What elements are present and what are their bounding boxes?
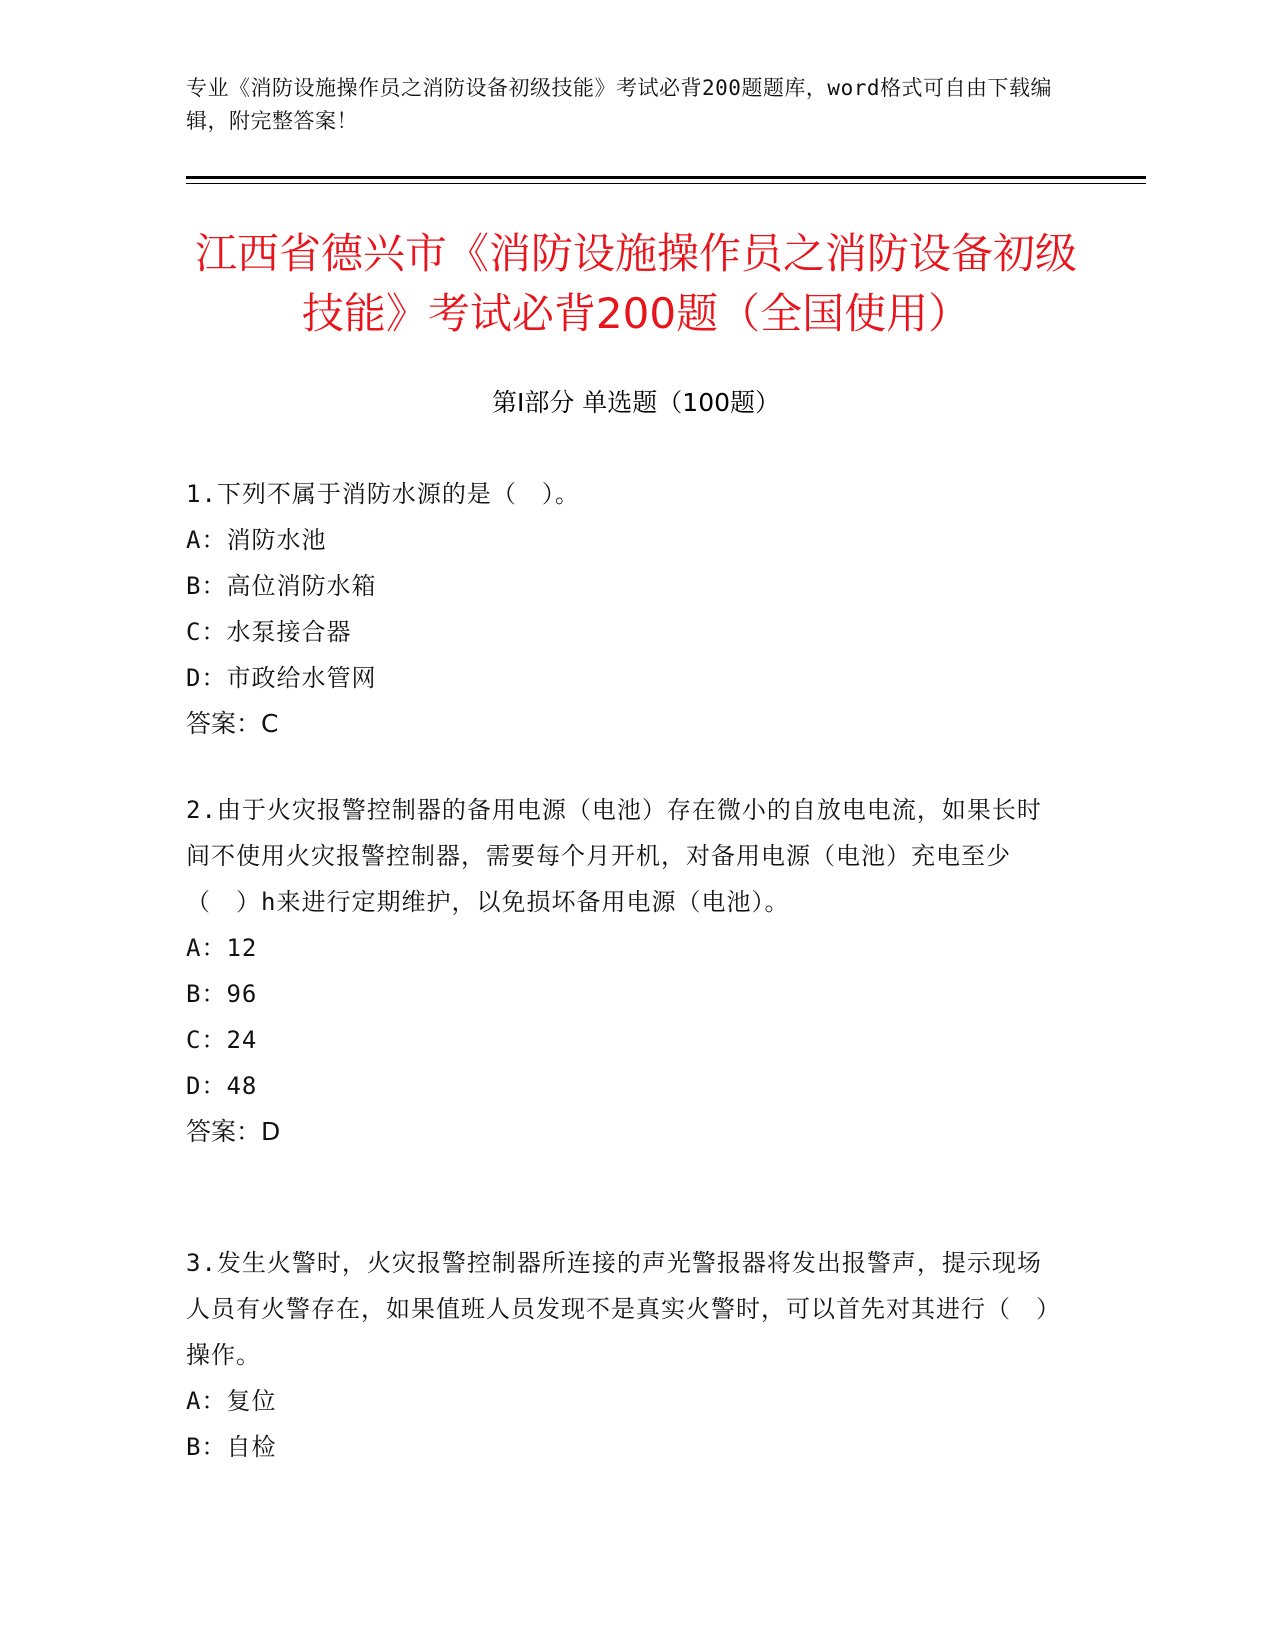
header-rule-thin	[186, 183, 1146, 184]
question-stem: 1.下列不属于消防水源的是（ ）。	[186, 480, 580, 508]
option-b: B：高位消防水箱	[186, 572, 377, 600]
option-c: C：水泵接合器	[186, 618, 352, 646]
header-note: 专业《消防设施操作员之消防设备初级技能》考试必背200题题库，word格式可自由下载编辑，附完整答案！	[186, 76, 1052, 133]
answer: 答案：C	[186, 709, 279, 738]
header-rule-thick	[186, 176, 1146, 179]
question-3	[186, 1240, 1056, 1470]
question-2	[186, 787, 1056, 1155]
question-stem: 2.由于火灾报警控制器的备用电源（电池）存在微小的自放电电流，如果长时间不使用火灾报警控制器，需要每个月开机，对备用电源（电池）充电至少（ ）h来进行定期维护，以免损坏备用电源（电池）。	[186, 796, 1042, 916]
option-a: A：复位	[186, 1387, 277, 1415]
question-stem: 3.发生火警时，火灾报警控制器所连接的声光警报器将发出报警声，提示现场人员有火警存在，如果值班人员发现不是真实火警时，可以首先对其进行（ ）操作。	[186, 1249, 1049, 1369]
answer: 答案：D	[186, 1117, 281, 1146]
option-c: C：24	[186, 1026, 258, 1054]
section-heading: 第Ⅰ部分 单选题（100题）	[491, 388, 781, 417]
question-1	[186, 471, 1056, 747]
option-a: A：12	[186, 934, 258, 962]
option-d: D：市政给水管网	[186, 664, 377, 692]
document-title: 江西省德兴市《消防设施操作员之消防设备初级技能》考试必背200题（全国使用）	[194, 229, 1077, 338]
option-b: B：96	[186, 980, 258, 1008]
option-a: A：消防水池	[186, 526, 327, 554]
option-b: B：自检	[186, 1433, 277, 1461]
option-d: D：48	[186, 1072, 258, 1100]
